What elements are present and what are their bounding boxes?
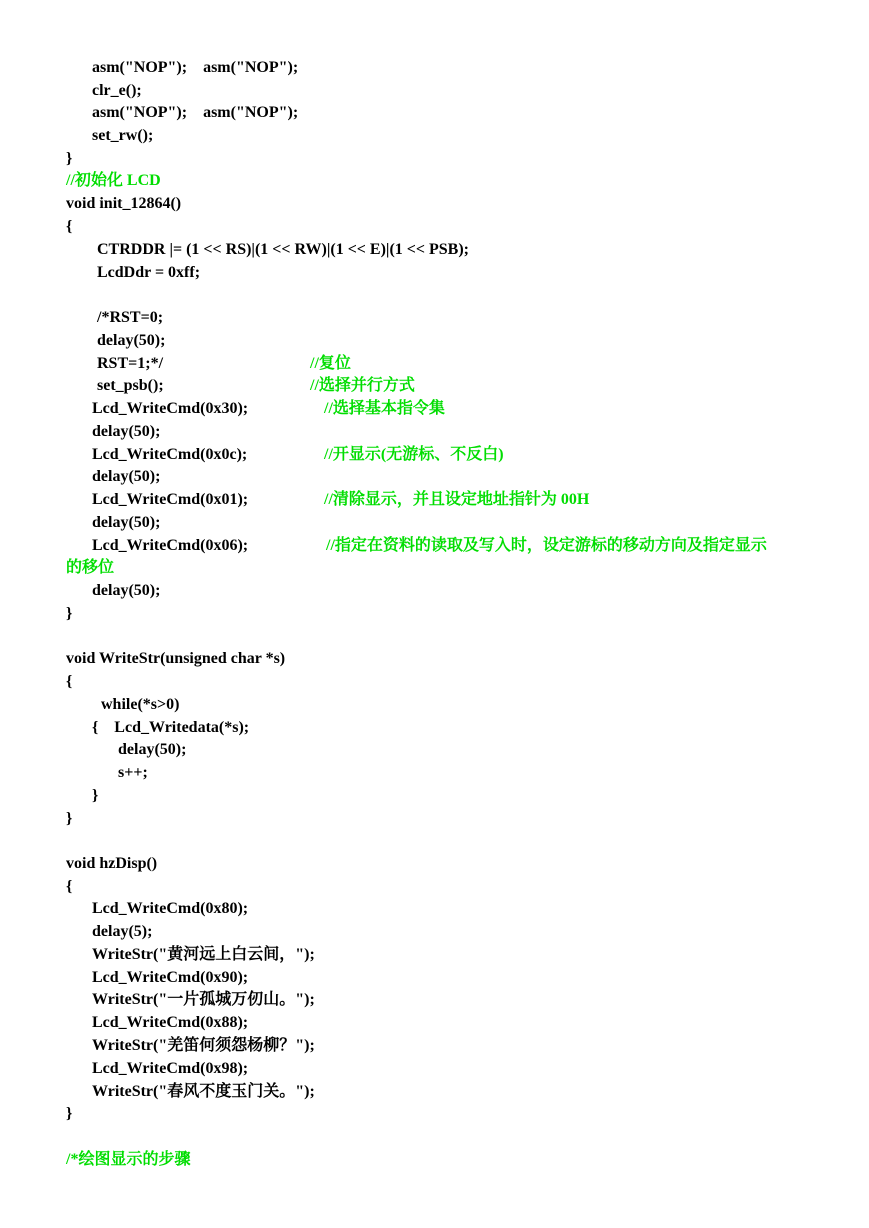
code-line: Lcd_WriteCmd(0x30); [92,400,249,417]
code-line: delay(5); [92,923,153,940]
code-line: Lcd_WriteCmd(0x01); [92,491,249,508]
code-line: WriteStr("黄河远上白云间，"); [92,946,315,963]
code-line: asm("NOP"); asm("NOP"); [92,104,299,121]
code-line: { [66,878,73,895]
code-line: Lcd_WriteCmd(0x90); [92,969,249,986]
code-line: delay(50); [118,741,187,758]
code-line: asm("NOP"); asm("NOP"); [92,59,299,76]
code-line: CTRDDR |= (1 << RS)|(1 << RW)|(1 << E)|(1 << PSB); [97,241,470,258]
code-line: delay(50); [92,582,161,599]
code-line: Lcd_WriteCmd(0x80); [92,900,249,917]
code-comment: //选择基本指令集 [324,400,445,417]
code-comment: //清除显示，并且设定地址指针为 00H [324,491,590,508]
code-line: Lcd_WriteCmd(0x0c); [92,446,248,463]
code-line: delay(50); [92,468,161,485]
code-line: { [66,673,73,690]
code-line: delay(50); [92,514,161,531]
code-line: /*RST=0; [97,309,164,326]
code-line: delay(50); [92,423,161,440]
code-line: WriteStr("春风不度玉门关。"); [92,1083,315,1100]
code-comment: //指定在资料的读取及写入时，设定游标的移动方向及指定显示 [326,537,767,554]
code-line: } [66,1105,73,1122]
code-line: } [66,810,73,827]
code-line: RST=1;*/ [97,355,164,372]
code-line: { Lcd_Writedata(*s); [92,719,250,736]
code-line: set_psb(); [97,377,164,394]
code-line: LcdDdr = 0xff; [97,264,201,281]
code-comment: //开显示(无游标、不反白) [324,446,504,463]
code-line: set_rw(); [92,127,154,144]
code-line: } [66,150,73,167]
code-line: clr_e(); [92,82,142,99]
code-line: { [66,218,73,235]
code-line: Lcd_WriteCmd(0x98); [92,1060,249,1077]
code-line: } [66,605,73,622]
code-comment: /*绘图显示的步骤 [66,1151,191,1168]
code-line: WriteStr("一片孤城万仞山。"); [92,991,315,1008]
code-comment: //选择并行方式 [310,377,415,394]
code-comment: 的移位 [66,559,115,576]
code-line: void WriteStr(unsigned char *s) [66,650,286,667]
code-comment: //初始化 LCD [66,172,161,189]
code-line: void init_12864() [66,195,182,212]
code-line: s++; [118,764,148,781]
code-comment: //复位 [310,355,351,372]
code-line: delay(50); [97,332,166,349]
code-line: Lcd_WriteCmd(0x88); [92,1014,249,1031]
code-line: WriteStr("羌笛何须怨杨柳？"); [92,1037,315,1054]
code-line: } [92,787,99,804]
code-line: void hzDisp() [66,855,158,872]
code-line: while(*s>0) [101,696,180,713]
code-line: Lcd_WriteCmd(0x06); [92,537,249,554]
